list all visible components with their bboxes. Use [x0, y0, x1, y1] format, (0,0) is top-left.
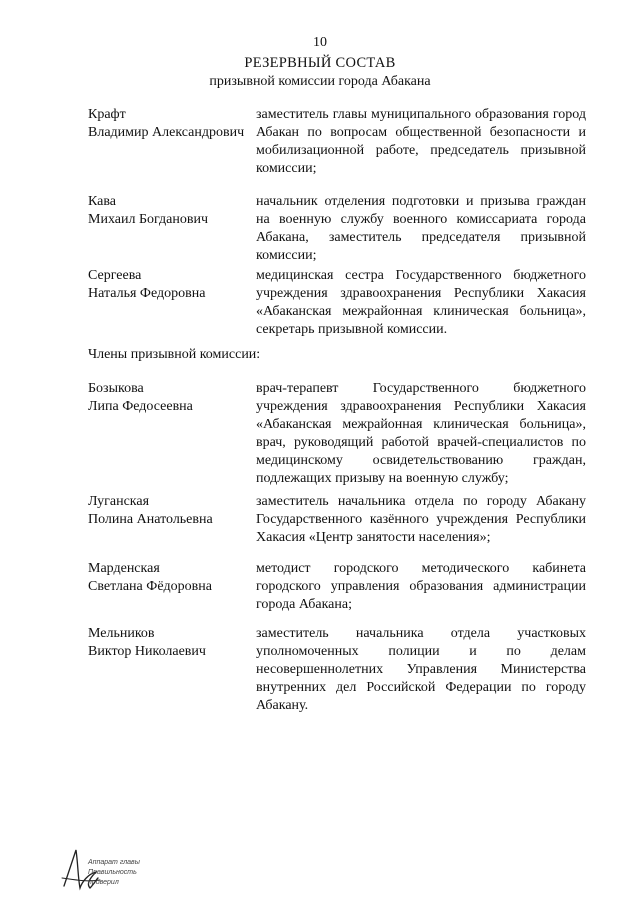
surname: Сергеева	[88, 268, 142, 283]
person-role: заместитель начальника отдела по городу Абакану Государственного казённого учреждения Республики Хакасия «Центр занятости населения»;	[256, 494, 586, 545]
person-name	[88, 493, 258, 529]
person-role: заместитель главы муниципального образования город Абакан по вопросам общественной безопасности и мобилизационной работе, председатель призывной комиссии;	[256, 107, 586, 176]
person-name	[88, 380, 258, 416]
document-title: РЕЗЕРВНЫЙ СОСТАВ	[244, 55, 396, 71]
person-name	[88, 193, 258, 229]
surname: Крафт	[88, 107, 126, 122]
document-subtitle: призывной комиссии города Абакана	[209, 74, 431, 89]
stamp-line: проверил	[88, 879, 119, 886]
surname: Мельников	[88, 626, 155, 641]
given-names: Михаил Богданович	[88, 212, 209, 227]
person-name	[88, 106, 258, 142]
given-names: Полина Анатольевна	[88, 512, 213, 527]
given-names: Светлана Фёдоровна	[88, 579, 212, 594]
given-names: Липа Федосеевна	[88, 399, 193, 414]
given-names: Владимир Александрович	[88, 125, 245, 140]
person-role: заместитель начальника отдела участковых уполномоченных полиции и по делам несовершеннолетних Управления Министерства внутренних дел Российской Федерации по городу Абакану.	[256, 626, 586, 713]
page-number: 10	[313, 35, 327, 50]
approval-stamp-text	[88, 858, 140, 888]
surname: Бозыкова	[88, 381, 144, 396]
person-role: начальник отделения подготовки и призыва граждан на военную службу военного комиссариата города Абакана, заместитель председателя призывной комиссии;	[256, 194, 586, 263]
stamp-line: Аппарат главы	[88, 859, 140, 866]
given-names: Наталья Федоровна	[88, 286, 206, 301]
members-heading: Члены призывной комиссии:	[88, 347, 261, 362]
person-name	[88, 560, 258, 596]
surname: Луганская	[88, 494, 150, 509]
person-name	[88, 267, 258, 303]
person-role: методист городского методического кабинета городского управления образования администрации города Абакана;	[256, 561, 586, 612]
stamp-line: Правильность	[88, 869, 137, 876]
given-names: Виктор Николаевич	[88, 644, 206, 659]
person-role: медицинская сестра Государственного бюджетного учреждения здравоохранения Республики Хакасия «Абаканская межрайонная клиническая больница», секретарь призывной комиссии.	[256, 268, 586, 337]
person-name	[88, 625, 258, 661]
surname: Кава	[88, 194, 117, 209]
person-role: врач-терапевт Государственного бюджетного учреждения здравоохранения Республики Хакасия «Абаканская межрайонная клиническая больница», врач, руководящий работой врачей-специалистов по медицинскому освидетельствованию граждан, подлежащих призыву на военную службу;	[256, 381, 586, 486]
surname: Марденская	[88, 561, 160, 576]
